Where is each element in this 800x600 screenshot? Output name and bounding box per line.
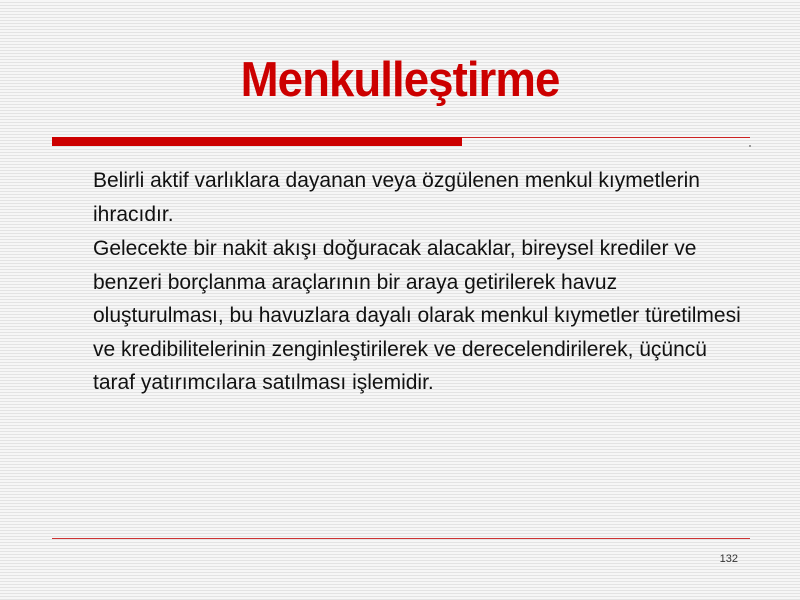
slide-body	[93, 164, 743, 401]
page-number: 132	[719, 553, 738, 565]
slide-title: Menkulleştirme	[240, 53, 560, 107]
body-paragraph-explanation: Gelecekte bir nakit akışı doğuracak alacaklar, bireysel krediler ve benzeri borçlanma araçlarının bir araya getirilerek havuz oluşturulması, bu havuzlara dayalı olarak menkul kıymetler türetilmesi ve kredibilitelerinin zenginleştirilerek ve derecelendirilerek, üçüncü taraf yatırımcılara satılması işlemidir.	[93, 237, 741, 394]
title-accent-bar	[52, 137, 462, 146]
divider-end-mark	[749, 145, 751, 147]
footer-divider	[52, 538, 750, 539]
body-paragraph-definition: Belirli aktif varlıklara dayanan veya özgülenen menkul kıymetlerin ihracıdır.	[93, 169, 700, 226]
